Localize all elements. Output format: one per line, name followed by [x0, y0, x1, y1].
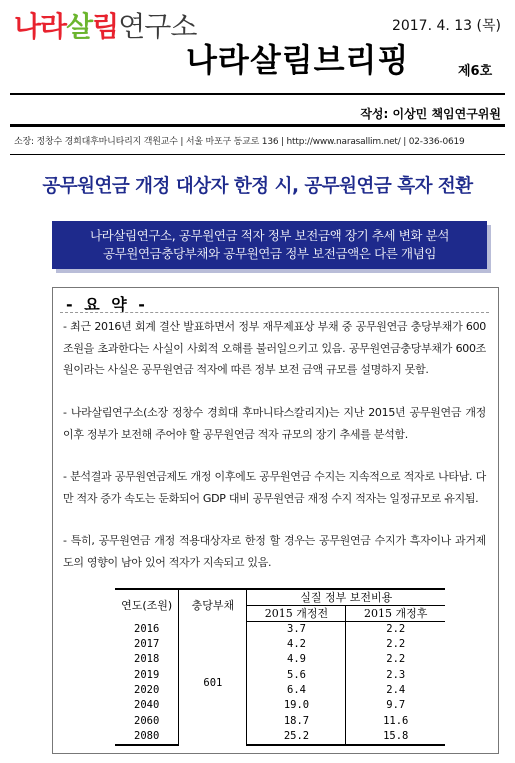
header-group: 실질 정부 보전비용	[247, 589, 445, 606]
header-before: 2015 개정전	[247, 606, 346, 622]
summary-paragraph-1: - 최근 2016년 회계 결산 발표하면서 정부 재무제표상 부채 중 공무원연금 충당부채가 600조원을 초과한다는 사실이 사회적 오해를 불러일으키고 있음. 공무원연금충당부채가 600조원이라는 사실은 공무원연금 적자에 따른 정부 보전 금액 규모를 설명하지 못함.	[63, 320, 486, 376]
briefing-title: 나라살림브리핑	[186, 41, 410, 79]
cell-year: 2016	[134, 622, 160, 635]
logo-part-3: 림	[92, 10, 119, 43]
logo-part-2: 살	[66, 10, 93, 43]
cell-before: 18.7	[247, 713, 346, 728]
publish-date: 2017. 4. 13 (목)	[391, 18, 501, 34]
cell-before: 4.2	[247, 637, 346, 652]
summary-paragraph-3: - 분석결과 공무원연금제도 개정 이후에도 공무원연금 수지는 지속적으로 적자로 나타남. 다만 적자 증가 속도는 둔화되어 GDP 대비 공무원연금 재정 수지 적자는 일정규모로 유지됨.	[63, 470, 486, 505]
header-after: 2015 개정후	[346, 606, 445, 622]
table-row	[115, 637, 445, 652]
cell-before: 3.7	[247, 622, 346, 638]
main-headline: 공무원연금 개정 대상자 한정 시, 공무원연금 흑자 전환	[42, 176, 473, 197]
cell-year: 2019	[134, 668, 160, 681]
cell-year: 2040	[134, 699, 160, 712]
cell-before: 4.9	[247, 652, 346, 667]
author-line: 작성: 이상민 책임연구위원	[360, 107, 501, 121]
subtitle-line-2: 공무원연금충당부채와 공무원연금 정부 보전금액은 다른 개념임	[102, 246, 437, 261]
cell-after: 2.3	[346, 668, 445, 683]
header-year: 연도(조원)	[115, 589, 179, 622]
summary-title: - 요 약 -	[66, 295, 148, 314]
cell-after: 9.7	[346, 698, 445, 713]
table-row	[115, 652, 445, 667]
header-divider-bottom	[10, 154, 505, 155]
table-row	[115, 668, 445, 683]
cell-before: 19.0	[247, 698, 346, 713]
logo-part-1: 나라	[14, 10, 67, 43]
cell-year: 2060	[134, 714, 160, 727]
cell-after: 11.6	[346, 713, 445, 728]
cell-year: 2020	[134, 684, 160, 697]
cell-after: 15.8	[346, 729, 445, 745]
logo-part-4: 연구소	[118, 10, 197, 43]
contact-line: 소장: 정창수 경희대후마니타리지 객원교수 | 서울 마포구 동교로 136 | http://www.narasallim.net/ | 02-336-0619	[14, 137, 465, 147]
institute-logo	[14, 10, 196, 44]
subtitle-box	[52, 221, 487, 269]
subtitle-line-1: 나라살림연구소, 공무원연금 적자 정부 보전금액 장기 추세 변화 분석	[89, 228, 450, 243]
cell-after: 2.2	[346, 652, 445, 667]
summary-divider	[60, 312, 489, 313]
cell-year: 2017	[134, 638, 160, 651]
cell-after: 2.2	[346, 622, 445, 638]
cell-debt: 601	[179, 622, 247, 745]
cell-before: 6.4	[247, 683, 346, 698]
summary-paragraph-2: - 나라살림연구소(소장 정창수 경희대 후마니타스칼리지)는 지난 2015년 공무원연금 개정 이후 정부가 보전해 주어야 할 공무원연금 적자 규모의 장기 추세를 분석함.	[63, 406, 486, 441]
cell-year: 2080	[115, 729, 179, 745]
issue-number: 제6호	[458, 64, 493, 79]
table-row	[115, 698, 445, 713]
table-row	[115, 683, 445, 698]
header-divider-top	[10, 93, 505, 95]
table-body	[115, 622, 445, 745]
header-divider-mid	[10, 124, 505, 127]
cell-before: 5.6	[247, 668, 346, 683]
cell-after: 2.4	[346, 683, 445, 698]
cell-year: 2018	[134, 653, 160, 666]
pension-cost-table	[115, 588, 445, 746]
summary-paragraph-4: - 특히, 공무원연금 개정 적용대상자로 한정 할 경우는 공무원연금 수지가 흑자이나 과거제도의 영향이 남아 있어 적자가 지속되고 있음.	[63, 534, 486, 569]
cell-after: 2.2	[346, 637, 445, 652]
header-debt: 충당부채	[179, 589, 247, 622]
table-row	[115, 729, 445, 745]
table-row	[115, 713, 445, 728]
cell-before: 25.2	[247, 729, 346, 745]
table-row	[115, 622, 445, 638]
